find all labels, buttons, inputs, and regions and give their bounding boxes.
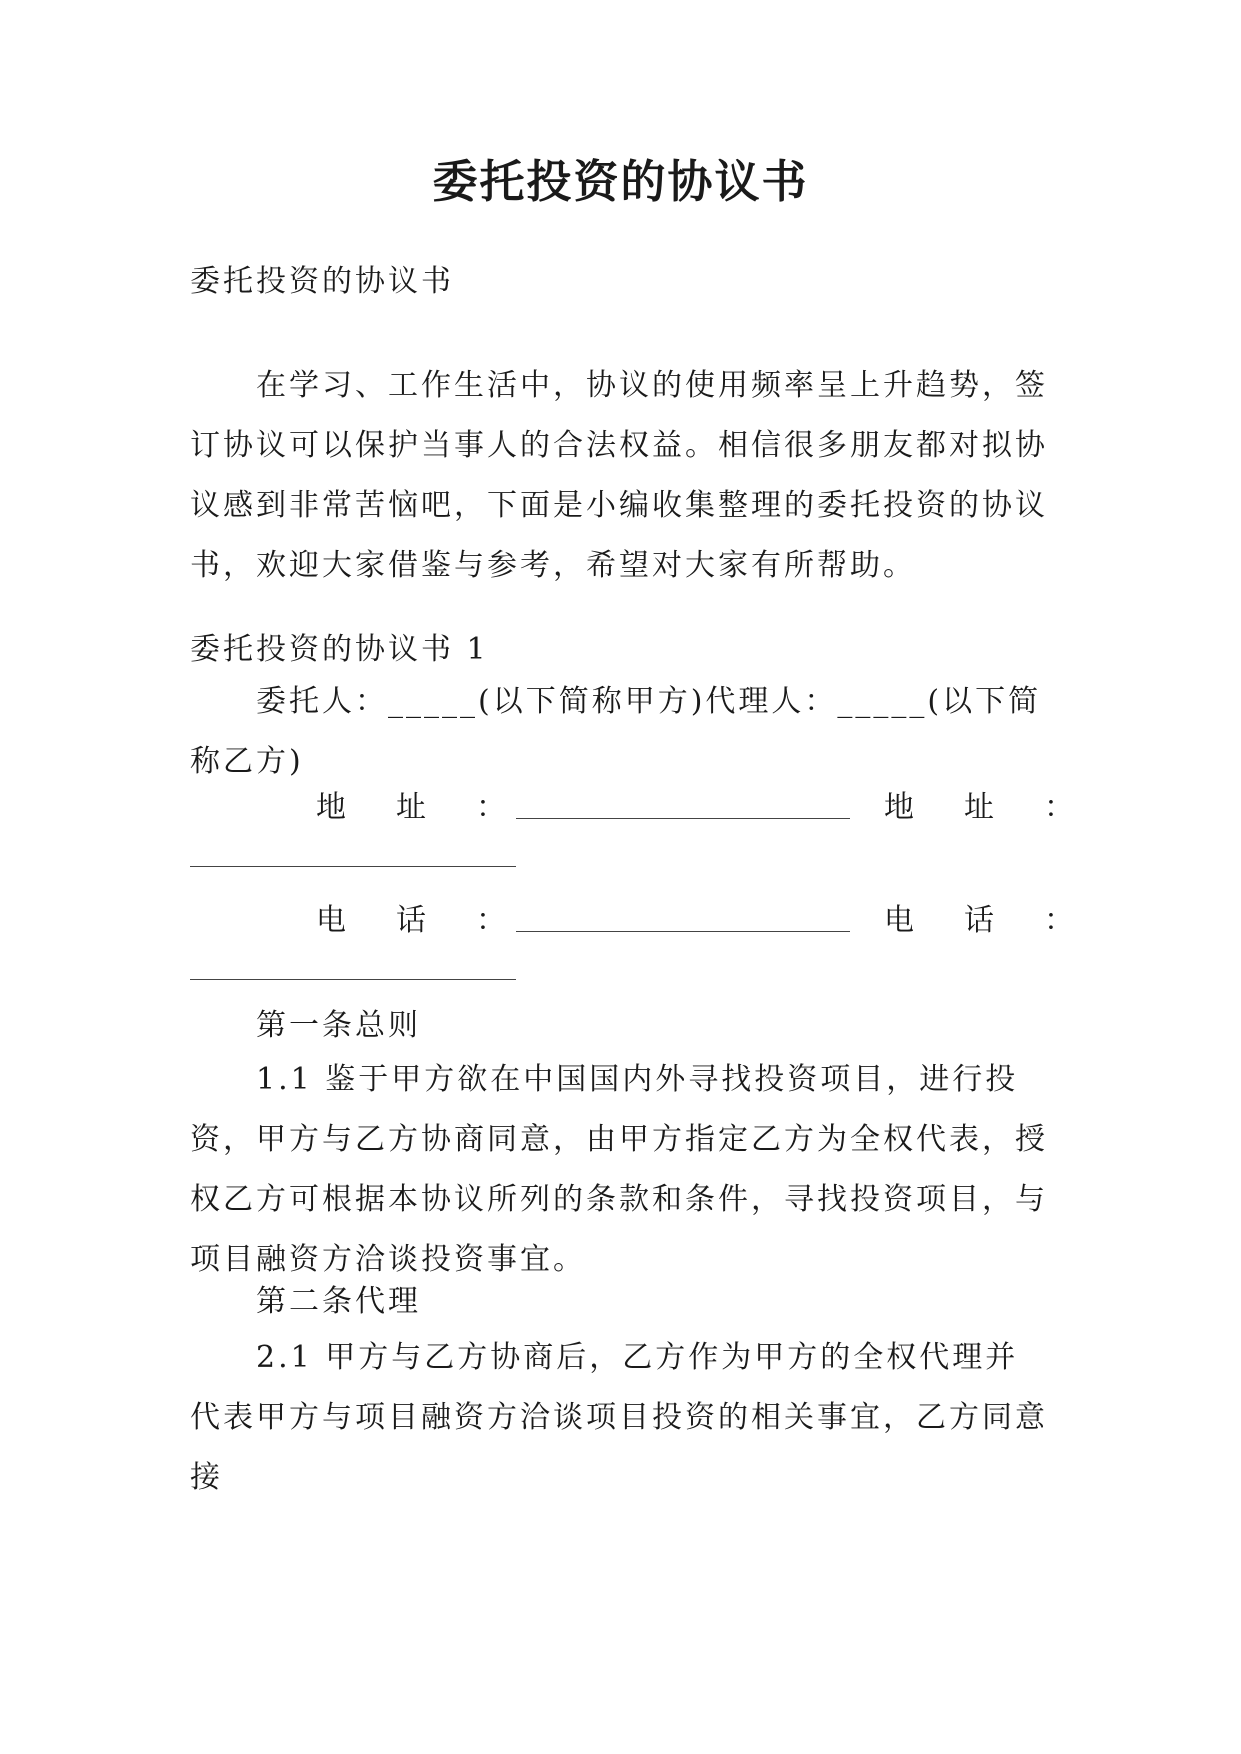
address-label-party-a: 地 址 ： (316, 790, 516, 825)
article-2-clause-1: 2.1 甲方与乙方协商后，乙方作为甲方的全权代理并代表甲方与项目融资方洽谈项目投资的相关事宜，乙方同意接 (190, 1340, 1048, 1495)
phone-label-party-a: 电 话 ： (316, 903, 516, 938)
section-heading: 委托投资的协议书 1 (190, 632, 489, 667)
phone-blank-party-a (516, 931, 850, 932)
phone-blank-party-b (190, 979, 516, 980)
parties-paragraph: 委托人：_____(以下简称甲方)代理人：_____(以下简称乙方) (190, 684, 1042, 779)
address-blank-party-b (190, 866, 516, 867)
article-2-title: 第二条代理 (256, 1284, 421, 1319)
phone-label-party-b: 电 话 ： (884, 903, 1084, 938)
document-subtitle: 委托投资的协议书 (190, 264, 454, 299)
article-1-clause-1: 1.1 鉴于甲方欲在中国国内外寻找投资项目，进行投资，甲方与乙方协商同意，由甲方指定乙方为全权代表，授权乙方可根据本协议所列的条款和条件，寻找投资项目，与项目融资方洽谈投资事宜。 (190, 1062, 1048, 1277)
address-label-party-b: 地 址 ： (884, 790, 1084, 825)
document-title: 委托投资的协议书 (432, 155, 809, 208)
address-blank-party-a (516, 818, 850, 819)
article-1-title: 第一条总则 (256, 1008, 421, 1043)
intro-paragraph: 在学习、工作生活中，协议的使用频率呈上升趋势，签订协议可以保护当事人的合法权益。相信很多朋友都对拟协议感到非常苦恼吧，下面是小编收集整理的委托投资的协议书，欢迎大家借鉴与参考，希望对大家有所帮助。 (190, 368, 1048, 583)
